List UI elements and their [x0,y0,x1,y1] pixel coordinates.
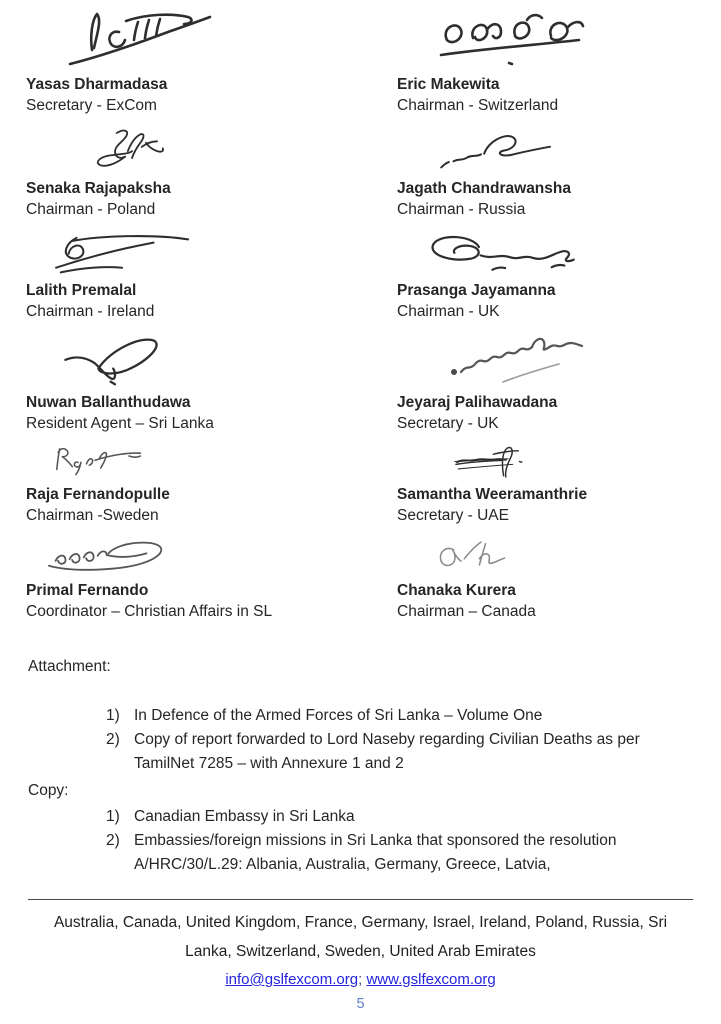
signatory-title: Resident Agent – Sri Lanka [26,415,214,432]
signatory-title: Chairman - Ireland [26,303,155,320]
footer-links [28,969,693,991]
signatory-name: Jagath Chandrawansha [397,180,571,197]
signatory-block [397,126,701,230]
signatory-name: Nuwan Ballanthudawa [26,394,191,411]
list-item [106,805,693,829]
primal-fernando-signature-image [28,536,193,574]
jeyaraj-palihawadana-signature-image [445,332,590,386]
signatory-name: Lalith Premalal [26,282,137,299]
signatory-title: Secretary - UK [397,415,499,432]
chanaka-kurera-signature-image [417,536,532,574]
signature-grid [26,4,701,632]
list-item [106,728,693,776]
prasanga-jayamanna-signature-image [409,230,614,274]
list-item-number: 2) [106,731,120,748]
senaka-rajapaksha-signature-image [70,126,185,172]
signatory-name: Raja Fernandopulle [26,486,170,503]
page-footer [28,899,693,1012]
list-item-text: Canadian Embassy in Sri Lanka [134,808,355,825]
attachment-heading: Attachment: [28,658,111,675]
signatory-name: Yasas Dharmadasa [26,76,168,93]
list-item-number: 2) [106,832,120,849]
link-separator: ; [358,971,363,988]
lalith-premalal-signature-image [30,230,215,274]
signatory-name: Chanaka Kurera [397,582,516,599]
samantha-weeramanthrie-signature-image [419,444,574,478]
signatory-title: Chairman - UK [397,303,500,320]
list-item [106,829,693,877]
signatory-title: Chairman – Canada [397,603,536,620]
signatory-block [397,4,701,126]
signatory-name: Jeyaraj Palihawadana [397,394,558,411]
signatory-block [26,444,397,536]
signatory-title: Secretary - UAE [397,507,509,524]
signatory-title: Chairman - Switzerland [397,97,559,114]
attachment-section [28,656,693,776]
signatory-title: Chairman - Poland [26,201,156,218]
page-number: 5 [356,996,365,1012]
list-item [106,704,693,728]
email-link[interactable]: info@gslfexcom.org [225,971,359,988]
attachment-list [106,704,693,776]
signatory-block [397,536,701,632]
signatory-title: Secretary - ExCom [26,97,157,114]
signatory-title: Coordinator – Christian Affairs in SL [26,603,273,620]
signatory-name: Eric Makewita [397,76,500,93]
signatory-title: Chairman - Russia [397,201,526,218]
raja-fernandopulle-signature-image [30,444,165,478]
signatory-block [26,230,397,332]
copy-list [106,805,693,877]
eric-makewita-signature-image [427,12,587,68]
signatory-name: Primal Fernando [26,582,149,599]
signatory-block [26,332,397,444]
signatory-block [397,444,701,536]
signatory-block [397,230,701,332]
list-item-number: 1) [106,808,120,825]
copy-heading: Copy: [28,782,69,799]
signatory-block [26,536,397,632]
list-item-number: 1) [106,707,120,724]
website-link[interactable]: www.gslfexcom.org [366,971,496,988]
yasas-dharmadasa-signature-image [64,8,214,68]
signatory-name: Prasanga Jayamanna [397,282,556,299]
signatory-block [397,332,701,444]
nuwan-ballanthudawa-signature-image [52,332,177,386]
copy-section [28,780,693,877]
list-item-text: In Defence of the Armed Forces of Sri Lanka – Volume One [134,707,543,724]
list-item-text: Copy of report forwarded to Lord Naseby regarding Civilian Deaths as per TamilNet 7285 – with Annexure 1 and 2 [134,731,640,772]
signatory-title: Chairman -Sweden [26,507,159,524]
signatory-name: Senaka Rajapaksha [26,180,171,197]
jagath-chandrawansha-signature-image [417,126,572,172]
signatory-name: Samantha Weeramanthrie [397,486,588,503]
signatory-block [26,126,397,230]
signatory-block [26,4,397,126]
footer-countries: Australia, Canada, United Kingdom, France, Germany, Israel, Ireland, Poland, Russia, Sri Lanka, Switzerland, Sweden, United Arab Emirates [53,914,668,960]
list-item-text: Embassies/foreign missions in Sri Lanka that sponsored the resolution A/HRC/30/L.29: Albania, Australia, Germany, Greece, Latvia, [134,832,617,873]
